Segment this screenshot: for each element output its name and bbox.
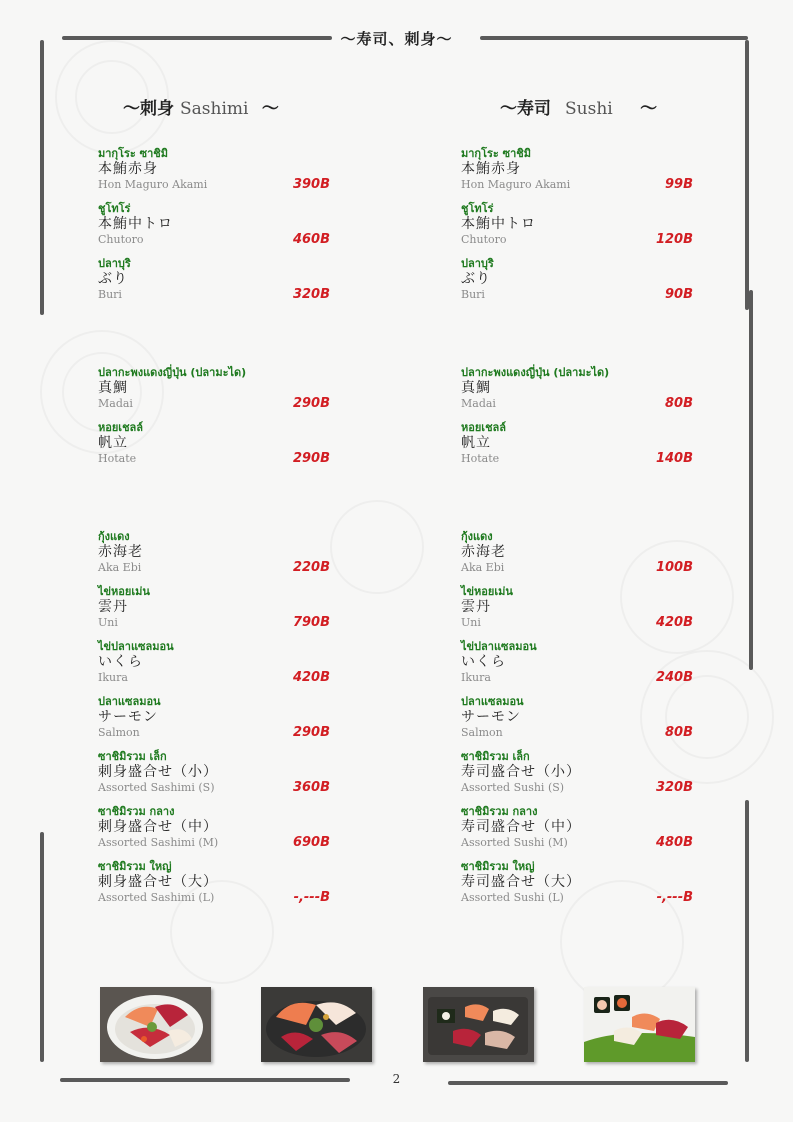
item-japanese-name: 赤海老 <box>98 544 143 560</box>
item-thai-name: ซาชิมิรวม เล็ก <box>461 750 530 763</box>
item-thai-name: ปลากะพงแดงญี่ปุ่น (ปลามะได) <box>461 366 610 379</box>
item-thai-name: มากุโระ ซาชิมิ <box>461 147 532 160</box>
item-japanese-name: 雲丹 <box>98 599 128 615</box>
item-english-name: Buri <box>98 288 122 301</box>
item-price: 80B <box>665 396 693 411</box>
item-japanese-name: 刺身盛合せ（大） <box>98 874 218 890</box>
item-thai-name: ปลากะพงแดงญี่ปุ่น (ปลามะได) <box>98 366 247 379</box>
item-thai-name: กุ้งแดง <box>461 530 493 543</box>
menu-item <box>98 144 330 199</box>
sashimi-heading-en: Sashimi <box>180 99 249 119</box>
item-price: 480B <box>655 835 693 850</box>
item-thai-name: ซาชิมิรวม ใหญ่ <box>98 860 172 873</box>
menu-item <box>461 747 693 802</box>
menu-item <box>461 527 693 582</box>
item-thai-name: ปลาแซลมอน <box>461 695 524 708</box>
item-japanese-name: 赤海老 <box>461 544 506 560</box>
item-price: 99B <box>665 177 693 192</box>
page-number: 2 <box>392 1072 401 1086</box>
item-thai-name: ซาชิมิรวม เล็ก <box>98 750 167 763</box>
item-japanese-name: 真鯛 <box>98 380 128 396</box>
menu-item <box>98 692 330 747</box>
menu-item <box>461 637 693 692</box>
item-thai-name: ซาชิมิรวม ใหญ่ <box>461 860 535 873</box>
item-thai-name: กุ้งแดง <box>98 530 130 543</box>
item-english-name: Hon Maguro Akami <box>461 178 571 191</box>
item-price: 240B <box>655 670 693 685</box>
menu-item <box>98 418 330 473</box>
menu-item <box>98 637 330 692</box>
item-thai-name: ไข่ปลาแซลมอน <box>461 640 537 653</box>
item-price: 320B <box>292 287 330 302</box>
item-price: -,---B <box>656 890 693 905</box>
item-price: 140B <box>655 451 693 466</box>
item-japanese-name: 刺身盛合せ（中） <box>98 819 218 835</box>
item-english-name: Madai <box>98 397 133 410</box>
sashimi-heading-tail: 〜 <box>261 99 279 119</box>
item-price: -,---B <box>293 890 330 905</box>
item-price: 100B <box>655 560 693 575</box>
item-japanese-name: 寿司盛合せ（中） <box>461 819 581 835</box>
item-japanese-name: 本鮪赤身 <box>98 161 158 177</box>
item-japanese-name: 帆立 <box>461 435 491 451</box>
item-japanese-name: ぶり <box>98 271 128 287</box>
item-thai-name: ซาชิมิรวม กลาง <box>461 805 538 818</box>
menu-item <box>98 363 330 418</box>
item-price: 790B <box>292 615 330 630</box>
item-japanese-name: いくら <box>98 654 143 670</box>
item-english-name: Assorted Sushi (L) <box>461 891 564 904</box>
item-price: 290B <box>292 396 330 411</box>
item-english-name: Aka Ebi <box>98 561 142 574</box>
menu-item <box>98 857 330 912</box>
menu-item <box>461 418 693 473</box>
menu-item <box>98 254 330 309</box>
item-english-name: Hon Maguro Akami <box>98 178 208 191</box>
menu-item <box>461 199 693 254</box>
item-japanese-name: 寿司盛合せ（小） <box>461 764 581 780</box>
item-thai-name: ไข่หอยเม่น <box>98 585 150 598</box>
item-english-name: Salmon <box>98 726 140 739</box>
item-price: 320B <box>655 780 693 795</box>
item-english-name: Madai <box>461 397 496 410</box>
item-english-name: Assorted Sashimi (M) <box>98 836 219 849</box>
sushi-heading <box>500 94 657 119</box>
sushi-plate-photo <box>423 987 534 1062</box>
item-japanese-name: 真鯛 <box>461 380 491 396</box>
item-thai-name: ชูโทโร่ <box>461 202 494 215</box>
sushi-heading-tail: 〜 <box>640 99 658 119</box>
item-price: 90B <box>665 287 693 302</box>
menu-item <box>98 527 330 582</box>
item-english-name: Uni <box>98 616 118 629</box>
item-english-name: Uni <box>461 616 481 629</box>
item-price: 220B <box>292 560 330 575</box>
menu-item <box>461 692 693 747</box>
menu-item <box>98 747 330 802</box>
item-english-name: Assorted Sashimi (S) <box>98 781 215 794</box>
sashimi-bowl-photo <box>100 987 211 1062</box>
item-japanese-name: ぶり <box>461 271 491 287</box>
item-english-name: Assorted Sashimi (L) <box>98 891 215 904</box>
item-thai-name: ชูโทโร่ <box>98 202 131 215</box>
item-english-name: Hotate <box>98 452 137 465</box>
item-japanese-name: 刺身盛合せ（小） <box>98 764 218 780</box>
item-thai-name: ปลาแซลมอน <box>98 695 161 708</box>
menu-item <box>98 199 330 254</box>
item-english-name: Hotate <box>461 452 500 465</box>
item-english-name: Chutoro <box>461 233 507 246</box>
sushi-heading-en: Sushi <box>565 99 613 119</box>
item-japanese-name: いくら <box>461 654 506 670</box>
menu-item <box>461 144 693 199</box>
sushi-set-photo <box>584 987 695 1062</box>
page-title: 〜寿司、刺身〜 <box>340 30 453 48</box>
item-thai-name: ไข่หอยเม่น <box>461 585 513 598</box>
item-japanese-name: 本鮪赤身 <box>461 161 521 177</box>
item-english-name: Ikura <box>98 671 128 684</box>
item-thai-name: ปลาบุริ <box>98 257 131 270</box>
item-thai-name: หอยเชลล์ <box>98 421 144 434</box>
item-english-name: Assorted Sushi (M) <box>461 836 568 849</box>
item-price: 690B <box>292 835 330 850</box>
item-price: 420B <box>655 615 693 630</box>
item-thai-name: ไข่ปลาแซลมอน <box>98 640 174 653</box>
item-japanese-name: 帆立 <box>98 435 128 451</box>
sashimi-heading-jp: 〜刺身 <box>123 99 174 119</box>
item-english-name: Ikura <box>461 671 491 684</box>
sashimi-heading <box>123 94 279 119</box>
item-price: 80B <box>665 725 693 740</box>
menu-item <box>98 802 330 857</box>
item-thai-name: ซาชิมิรวม กลาง <box>98 805 175 818</box>
item-thai-name: มากุโระ ซาชิมิ <box>98 147 169 160</box>
item-japanese-name: サーモン <box>98 709 158 725</box>
item-japanese-name: 本鮪中トロ <box>461 216 536 232</box>
item-price: 290B <box>292 451 330 466</box>
item-english-name: Aka Ebi <box>461 561 505 574</box>
item-english-name: Salmon <box>461 726 503 739</box>
sashimi-platter-photo <box>261 987 372 1062</box>
item-price: 460B <box>292 232 330 247</box>
menu-item <box>98 582 330 637</box>
sushi-heading-jp: 〜寿司 <box>500 99 551 119</box>
item-english-name: Assorted Sushi (S) <box>461 781 565 794</box>
item-english-name: Buri <box>461 288 485 301</box>
item-japanese-name: サーモン <box>461 709 521 725</box>
item-price: 360B <box>292 780 330 795</box>
item-thai-name: ปลาบุริ <box>461 257 494 270</box>
item-price: 420B <box>292 670 330 685</box>
menu-item <box>461 363 693 418</box>
item-price: 120B <box>655 232 693 247</box>
menu-item <box>461 802 693 857</box>
item-thai-name: หอยเชลล์ <box>461 421 507 434</box>
item-japanese-name: 寿司盛合せ（大） <box>461 874 581 890</box>
item-english-name: Chutoro <box>98 233 144 246</box>
menu-item <box>461 254 693 309</box>
menu-item <box>461 582 693 637</box>
item-price: 390B <box>292 177 330 192</box>
item-price: 290B <box>292 725 330 740</box>
menu-item <box>461 857 693 912</box>
item-japanese-name: 雲丹 <box>461 599 491 615</box>
item-japanese-name: 本鮪中トロ <box>98 216 173 232</box>
